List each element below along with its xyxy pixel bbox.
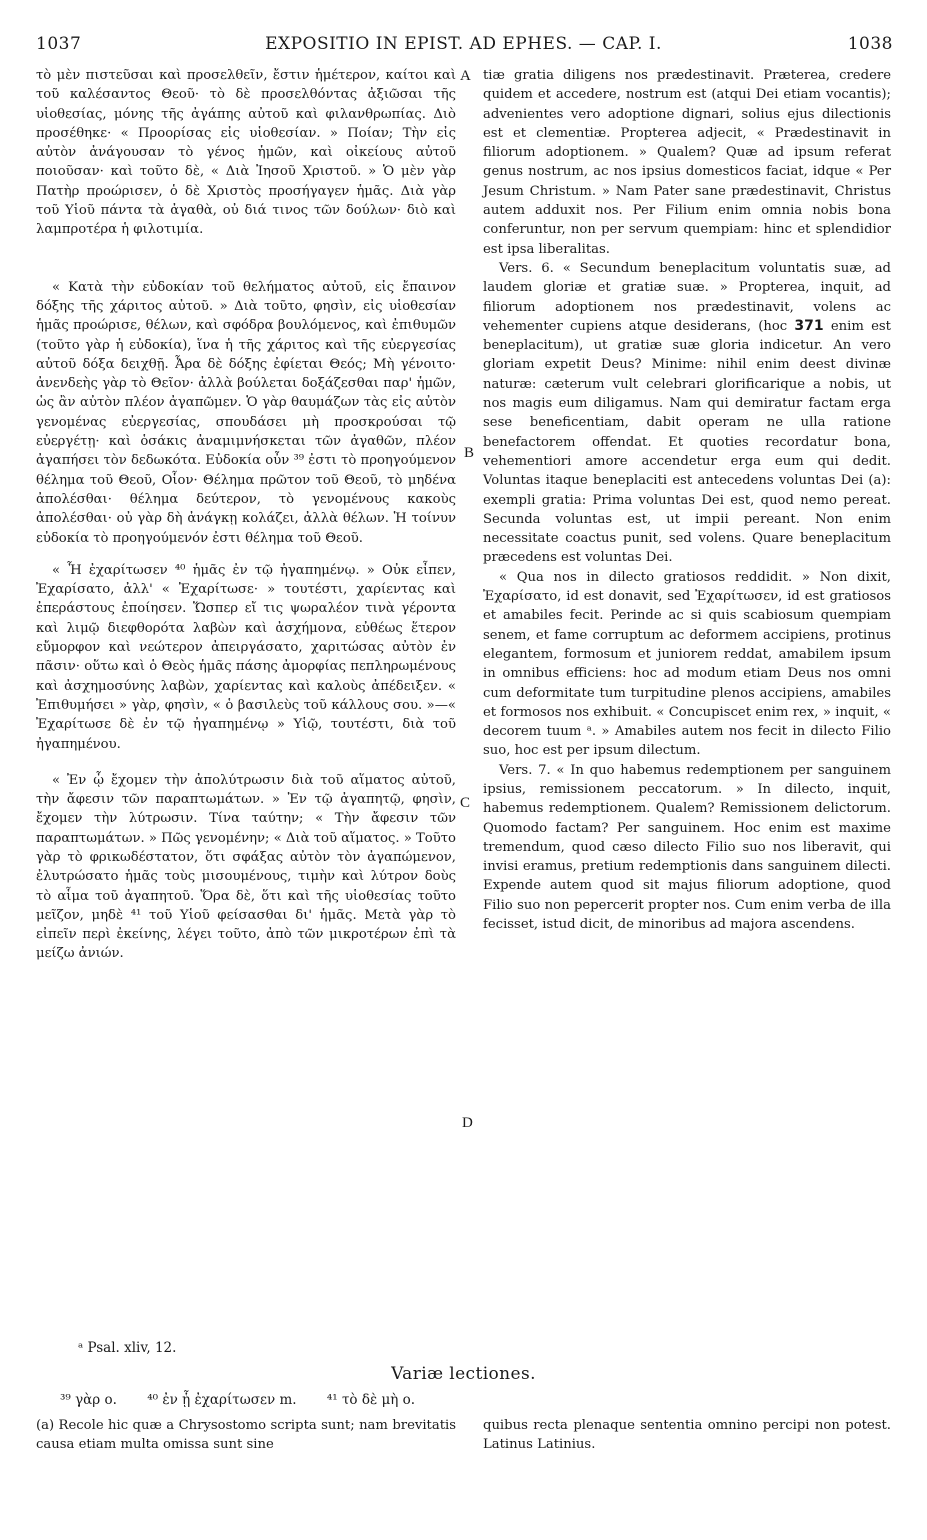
- footnote-psalm: ᵃ Psal. xliv, 12.: [78, 1340, 177, 1356]
- editor-note-left: (a) Recole hic quæ a Chrysostomo scripta sunt; nam brevitatis causa etiam multa omissa sunt sine: [36, 1418, 456, 1452]
- page-number-right: 1038: [847, 34, 893, 54]
- margin-letter-a: A: [460, 68, 471, 84]
- variae-lectiones-list: [60, 1392, 441, 1408]
- variant-40: ⁴⁰ ἐν ᾗ ἐχαρίτωσεν m.: [147, 1392, 297, 1408]
- page-number-left: 1037: [36, 34, 82, 54]
- latin-paragraph-1: tiæ gratia diligens nos prædestinavit. Præterea, credere quidem et accedere, nostrum est (atqui Dei etiam vocantis); advenientes vero adoptione dignari, solius ejus dilectionis est et clementiæ. Propterea adjecit, « Prædestinavit in filiorum adoptionem. » Qualem? Quæ ad ipsum referat genus nostrum, ac nos ipsius domesticos faciat, idque « Per Jesum Christum. » Nam Pater sane prædestinavit, Christus autem adduxit nos. Per Filium enim omnia nobis bona conferuntur, non per servum quempiam: hinc et splendidior est ipsa liberalitas.: [483, 68, 891, 257]
- greek-paragraph-2: « Κατὰ τὴν εὐδοκίαν τοῦ θελήματος αὐτοῦ, εἰς ἔπαινον δόξης τῆς χάριτος αὐτοῦ. » Διὰ τοῦτο, φησὶν, εἰς υἱοθεσίαν ἡμᾶς προώρισε, θέλων, καὶ σφόδρα βουλόμενος, καὶ ἐπιθυμῶν (τοῦτο γὰρ ἡ εὐδοκία), ἵνα ἡ τῆς χάριτος καὶ τῆς εὐεργεσίας αὐτοῦ δόξα δειχθῇ. Ἆρα δὲ δόξης ἐφίεται Θεός; Μὴ γένοιτο· ἀνενδεὴς γὰρ τὸ Θεῖον· ἀλλὰ βούλεται δοξάζεσθαι παρ' ἡμῶν, ὡς ἂν αὐτὸν πλέον ἀγαπῶμεν. Ὁ γὰρ θαυμάζων τὰς εἰς αὐτὸν γενομένας εὐεργεσίας, σπουδάσει μὴ προσκρούσαι τῷ εὐεργέτῃ· καὶ ὁσάκις ἀναμιμνήσκεται τῶν ἀγαθῶν, πλέον ἀγαπήσει τὸν δεδωκότα. Εὐδοκία οὖν ³⁹ ἐστι τὸ προηγούμενον θέλημα τοῦ Θεοῦ, Οἷον· Θέλημα πρῶτον τοῦ Θεοῦ, τὸ μηδένα ἀπολέσθαι· θέλημα δεύτερον, τὸ γενομένους κακοὺς ἀπολέσθαι· οὐ γὰρ δὴ ἀνάγκῃ κολάζει, ἀλλὰ θέλων. Ἡ τοίνυν εὐδοκία τὸ προηγούμενόν ἐστι θέλημα τοῦ Θεοῦ.: [36, 279, 456, 546]
- latin-paragraph-2: [483, 259, 891, 568]
- margin-letter-b: B: [464, 445, 475, 461]
- variant-41: ⁴¹ τὸ δὲ μὴ ο.: [326, 1392, 416, 1408]
- editor-note-right: quibus recta plenaque sententia omnino percipi non potest. Latinus Latinius.: [483, 1418, 891, 1452]
- latin-paragraph-3: « Qua nos in dilecto gratiosos reddidit. » Non dixit, Ἐχαρίσατο, id est donavit, sed Ἐχαρίτωσεν, id est gratiosos et amabiles fecit. Perinde ac si quis scabiosum quempiam senem, et fame corruptum ac deformem accipiens, protinus elegantem, formosum et juniorem reddat, amabilem ipsum in omnibus efficiens: hoc ad modum etiam Deus nos omni cum deformitate tum turpitudine plenos accipiens, amabiles et formosos nos exhibuit. « Concupiscet enim rex, » inquit, « decorem tuum ᵃ. » Amabiles autem nos fecit in dilecto Filio suo, hoc est per ipsum dilectum.: [483, 569, 891, 759]
- margin-letter-c: C: [460, 795, 471, 811]
- latin-paragraph-2b: enim est beneplacitum), ut gratiæ suæ gloria indicetur. An vero gloriam expetit Deus? Minime: nihil enim deest divinæ naturæ: cæterum vult celebrari glorificarique a nobis, ut nos magis eum diligamus. Nam qui demiratur factam erga sese beneficentiam, dabit operam ne ulla ratione benefactorem offendat. Et quoties recordatur bona, vehementiori amore accendetur erga eum qui dedit. Voluntas itaque beneplaciti est antecedens voluntas Dei (a): exempli gratia: Prima voluntas Dei est, quod nemo pereat. Secunda voluntas est, ut impii pereant. Non enim necessitate coactus punit, sed volens. Quare beneplacitum præcedens est voluntas Dei.: [483, 318, 891, 566]
- latin-paragraph-4: Vers. 7. « In quo habemus redemptionem per sanguinem ipsius, remissionem peccatorum. » In dilecto, inquit, habemus redemptionem. Qualem? Remissionem delictorum. Quomodo factam? Per sanguinem. Hoc enim est maxime tremendum, quod cæso dilecto Filio suo nos liberavit, qui invisi eramus, pretium redemptionis dans sanguinem dilecti. Expende autem quod sit majus filiorum adoptione, quod Filio suo non pepercerit propter nos. Cum enim verba de illa fecisset, istud dicit, de minoribus ad majora ascendens.: [483, 762, 891, 933]
- page-header: [28, 34, 899, 58]
- greek-column: [36, 66, 456, 964]
- variae-lectiones-title: Variæ lectiones.: [391, 1364, 536, 1384]
- running-title: EXPOSITIO IN EPIST. AD EPHES. — CAP. I.: [265, 34, 662, 54]
- latin-paragraph-2a: Vers. 6. « Secundum beneplacitum voluntatis suæ, ad laudem gloriæ et gratiæ suæ. » Propterea, inquit, ad filiorum adoptionem nos prædestinavit, volens ac vehementer cupiens atque desiderans, (hoc: [483, 260, 891, 334]
- greek-paragraph-1: τὸ μὲν πιστεῦσαι καὶ προσελθεῖν, ἔστιν ἡμέτερον, καίτοι καὶ τοῦ καλέσαντος Θεοῦ· τὸ δὲ προσελθόντας ἀξιῶσαι τῆς υἱοθεσίας, μόνης τῆς ἀγάπης αὐτοῦ καὶ φιλανθρωπίας. Διὸ προσέθηκε· « Προορίσας εἰς υἱοθεσίαν. » Ποίαν; Τὴν εἰς αὐτὸν ἀνάγουσαν τὸ γένος ἡμῶν, καὶ οἰκείους αὐτοῦ ποιοῦσαν· καὶ τοῦτο δὲ, « Διὰ Ἰησοῦ Χριστοῦ. » Ὁ μὲν γὰρ Πατὴρ προώρισεν, ὁ δὲ Χριστὸς προσήγαγεν ἡμᾶς. Διὰ γὰρ τοῦ Υἱοῦ πάντα τὰ ἀγαθὰ, οὐ διά τινος τῶν δούλων· διὸ καὶ λαμπροτέρα ἡ φιλοτιμία.: [36, 68, 456, 238]
- latin-column: [483, 66, 891, 934]
- greek-paragraph-3: « Ἧ ἐχαρίτωσεν ⁴⁰ ἡμᾶς ἐν τῷ ἠγαπημένῳ. » Οὐκ εἶπεν, Ἐχαρίσατο, ἀλλ' « Ἐχαρίτωσε· » τουτέστι, χαρίεντας καὶ ἐπεράστους ἐποίησεν. Ὥσπερ εἴ τις ψωραλέον τινὰ γέροντα καὶ λιμῷ διεφθορότα λαβὼν καὶ ἀσχήμονα, εὐθέως ἕτερον εὔμορφον καὶ νεώτερον ἀπειργάσατο, χαριτώσας αὐτὸν ἐν πᾶσιν· οὕτω καὶ ὁ Θεὸς ἡμᾶς πάσης ἀμορφίας πεπληρωμένους καὶ ἀσχημοσύνης λαβὼν, χαρίεντας καὶ καλοὺς ἀπέδειξεν. « Ἐπιθυμήσει » γὰρ, φησὶν, « ὁ βασιλεὺς τοῦ κάλλους σου. »—« Ἐχαρίτωσε δὲ ἐν τῷ ἠγαπημένῳ » Υἱῷ, τουτέστι, διὰ τοῦ ἠγαπημένου.: [36, 562, 456, 752]
- greek-paragraph-4: « Ἐν ᾧ ἔχομεν τὴν ἀπολύτρωσιν διὰ τοῦ αἵματος αὐτοῦ, τὴν ἄφεσιν τῶν παραπτωμάτων. » Ἐν τῷ ἀγαπητῷ, φησὶν, ἔχομεν τὴν λύτρωσιν. Τίνα ταύτην; « Τὴν ἄφεσιν τῶν παραπτωμάτων. » Πῶς γενομένην; « Διὰ τοῦ αἵματος. » Τοῦτο γὰρ τὸ φρικωδέστατον, ὅτι σφάξας αὐτὸν τὸν ἀγαπώμενον, ἐλυτρώσατο ἡμᾶς τοὺς μισουμένους, τιμὴν καὶ λύτρον δοὺς τὸ αἷμα τοῦ ἀγαπητοῦ. Ὅρα δὲ, ὅτι καὶ τῆς υἱοθεσίας τοῦτο μεῖζον, μηδὲ ⁴¹ τοῦ Υἱοῦ φείσασθαι δι' ἡμᾶς. Μετὰ γὰρ τὸ εἰπεῖν περὶ ἐκείνης, λέγει τοῦτο, ἀπὸ τῶν μικροτέρων ἐπὶ τὰ μείζω ἀνιών.: [36, 772, 456, 962]
- margin-letter-d: D: [462, 1115, 473, 1131]
- variant-39: ³⁹ γὰρ ο.: [60, 1392, 117, 1408]
- column-number: 371: [794, 317, 824, 334]
